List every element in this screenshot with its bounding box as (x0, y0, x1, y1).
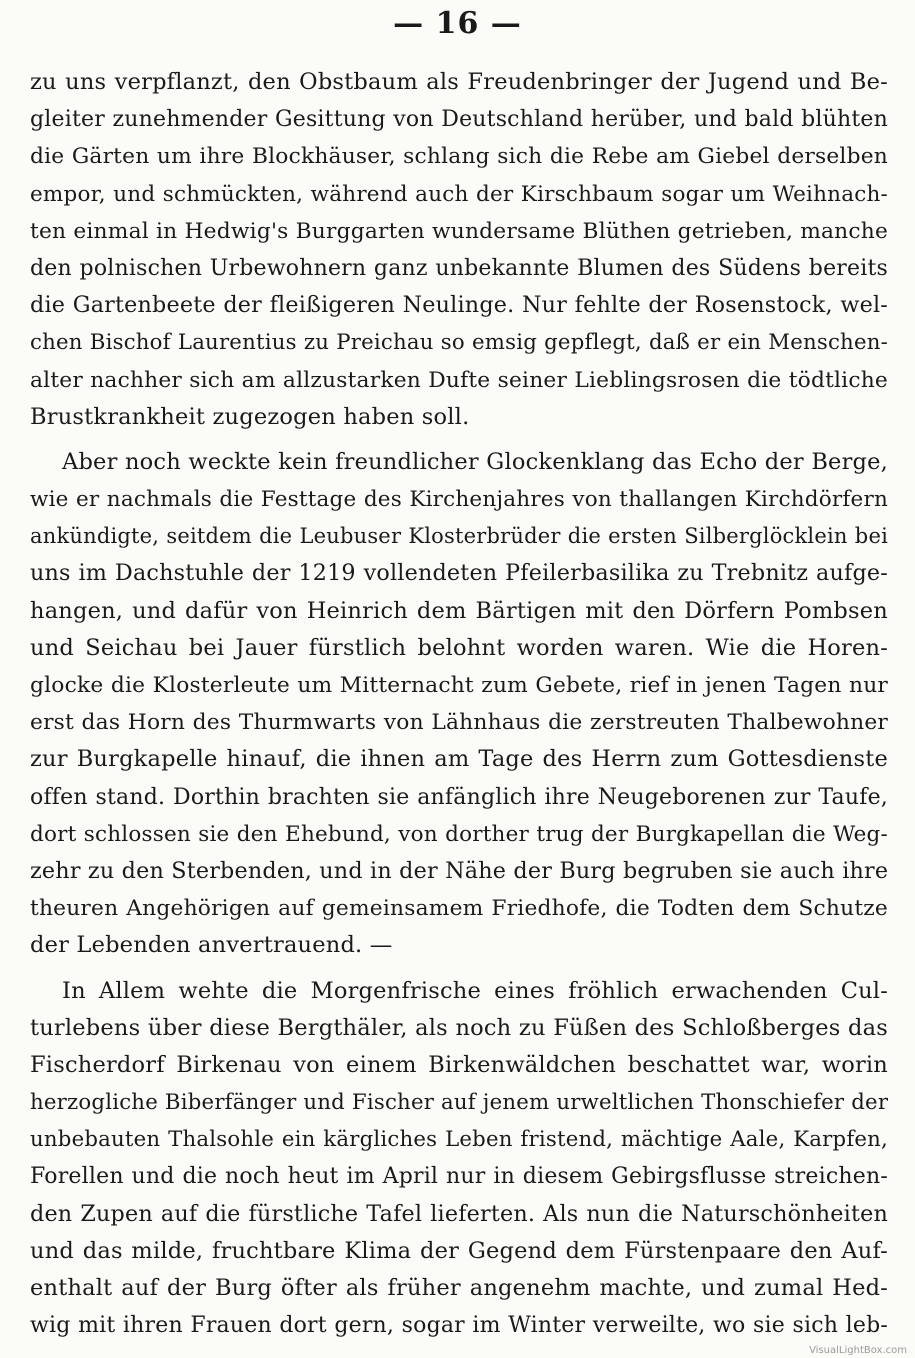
text-line: gleiter zunehmender Gesittung von Deutschland herüber, und bald blühten (30, 107, 888, 133)
text-line: die Gartenbeete der fleißigeren Neulinge. Nur fehlte der Rosenstock, wel- (30, 292, 888, 319)
paragraph (30, 64, 888, 436)
text-line: und das milde, fruchtbare Klima der Gegend dem Fürstenpaare den Auf- (30, 1237, 888, 1264)
text-line: ankündigte, seitdem die Leubuser Klosterbrüder die ersten Silberglöcklein bei (30, 524, 888, 549)
text-line: unbebauten Thalsohle ein kärgliches Leben fristend, mächtige Aale, Karpfen, (30, 1127, 888, 1153)
text-line: zehr zu den Sterbenden, und in der Nähe der Burg begruben sie auch ihre (30, 857, 888, 884)
text-line: zu uns verpflanzt, den Obstbaum als Freudenbringer der Jugend und Be- (30, 69, 888, 95)
text-line: wie er nachmals die Festtage des Kirchenjahres von thallangen Kirchdörfern (30, 487, 888, 513)
text-line: den polnischen Urbewohnern ganz unbekannte Blumen des Südens bereits (30, 255, 888, 281)
text-line: empor, und schmückten, während auch der Kirschbaum sogar um Weihnach- (30, 181, 888, 207)
text-line: den Zupen auf die fürstliche Tafel lieferten. Als nun die Naturschönheiten (30, 1200, 888, 1227)
text-line: erst das Horn des Thurmwarts von Lähnhaus die zerstreuten Thalbewohner (30, 710, 888, 736)
watermark: VisualLightBox.com (809, 1345, 907, 1356)
page-number: — 16 — (393, 6, 522, 41)
text-line: die Gärten um ihre Blockhäuser, schlang sich die Rebe am Giebel derselben (30, 144, 888, 170)
text-line: dort schlossen sie den Ehebund, von dorther trug der Burgkapellan die Weg- (30, 821, 888, 847)
text-line: theuren Angehörigen auf gemeinsamem Friedhofe, die Todten dem Schutze (30, 896, 888, 922)
text-line: chen Bischof Laurentius zu Preichau so emsig gepflegt, daß er ein Menschen- (30, 330, 888, 356)
text-line: wig mit ihren Frauen dort gern, sogar im Winter verweilte, wo sie sich leb- (30, 1313, 888, 1339)
text-line: Brustkrankheit zugezogen haben soll. (30, 403, 470, 430)
text-line: turlebens über diese Bergthäler, als noch zu Füßen des Schloßberges das (30, 1014, 888, 1041)
text-line: uns im Dachstuhle der 1219 vollendeten Pfeilerbasilika zu Trebnitz aufge- (30, 560, 888, 587)
text-line: glocke die Klosterleute um Mitternacht zum Gebete, rief in jenen Tagen nur (30, 673, 888, 698)
text-line: enthalt auf der Burg öfter als früher angenehm machte, und zumal Hed- (30, 1275, 888, 1301)
text-line: Fischerdorf Birkenau von einem Birkenwäldchen beschattet war, worin (30, 1051, 888, 1078)
text-line: ten einmal in Hedwig's Burggarten wundersame Blüthen getrieben, manche (30, 218, 888, 244)
text-line: zur Burgkapelle hinauf, die ihnen am Tage des Herrn zum Gottesdienste (30, 746, 888, 773)
text-line: hangen, und dafür von Heinrich dem Bärtigen mit den Dörfern Pombsen (30, 597, 888, 624)
text-line: In Allem wehte die Morgenfrische eines fröhlich erwachenden Cul- (62, 977, 888, 1004)
text-line: Aber noch weckte kein freundlicher Glockenklang das Echo der Berge, (62, 448, 888, 475)
text-line: alter nachher sich am allzustarken Dufte seiner Lieblingsrosen die tödtliche (30, 367, 888, 393)
paragraph (30, 444, 888, 965)
page-text (30, 64, 888, 1344)
text-line: und Seichau bei Jauer fürstlich belohnt worden waren. Wie die Horen- (30, 634, 888, 661)
text-line: Forellen und die noch heut im April nur in diesem Gebirgsflusse streichen- (30, 1164, 888, 1190)
paragraph (30, 973, 888, 1345)
text-line: offen stand. Dorthin brachten sie anfänglich ihre Neugeborenen zur Taufe, (30, 784, 888, 810)
text-line: der Lebenden anvertrauend. — (30, 932, 393, 959)
text-line: herzogliche Biberfänger und Fischer auf jenem urweltlichen Thonschiefer der (30, 1090, 888, 1116)
